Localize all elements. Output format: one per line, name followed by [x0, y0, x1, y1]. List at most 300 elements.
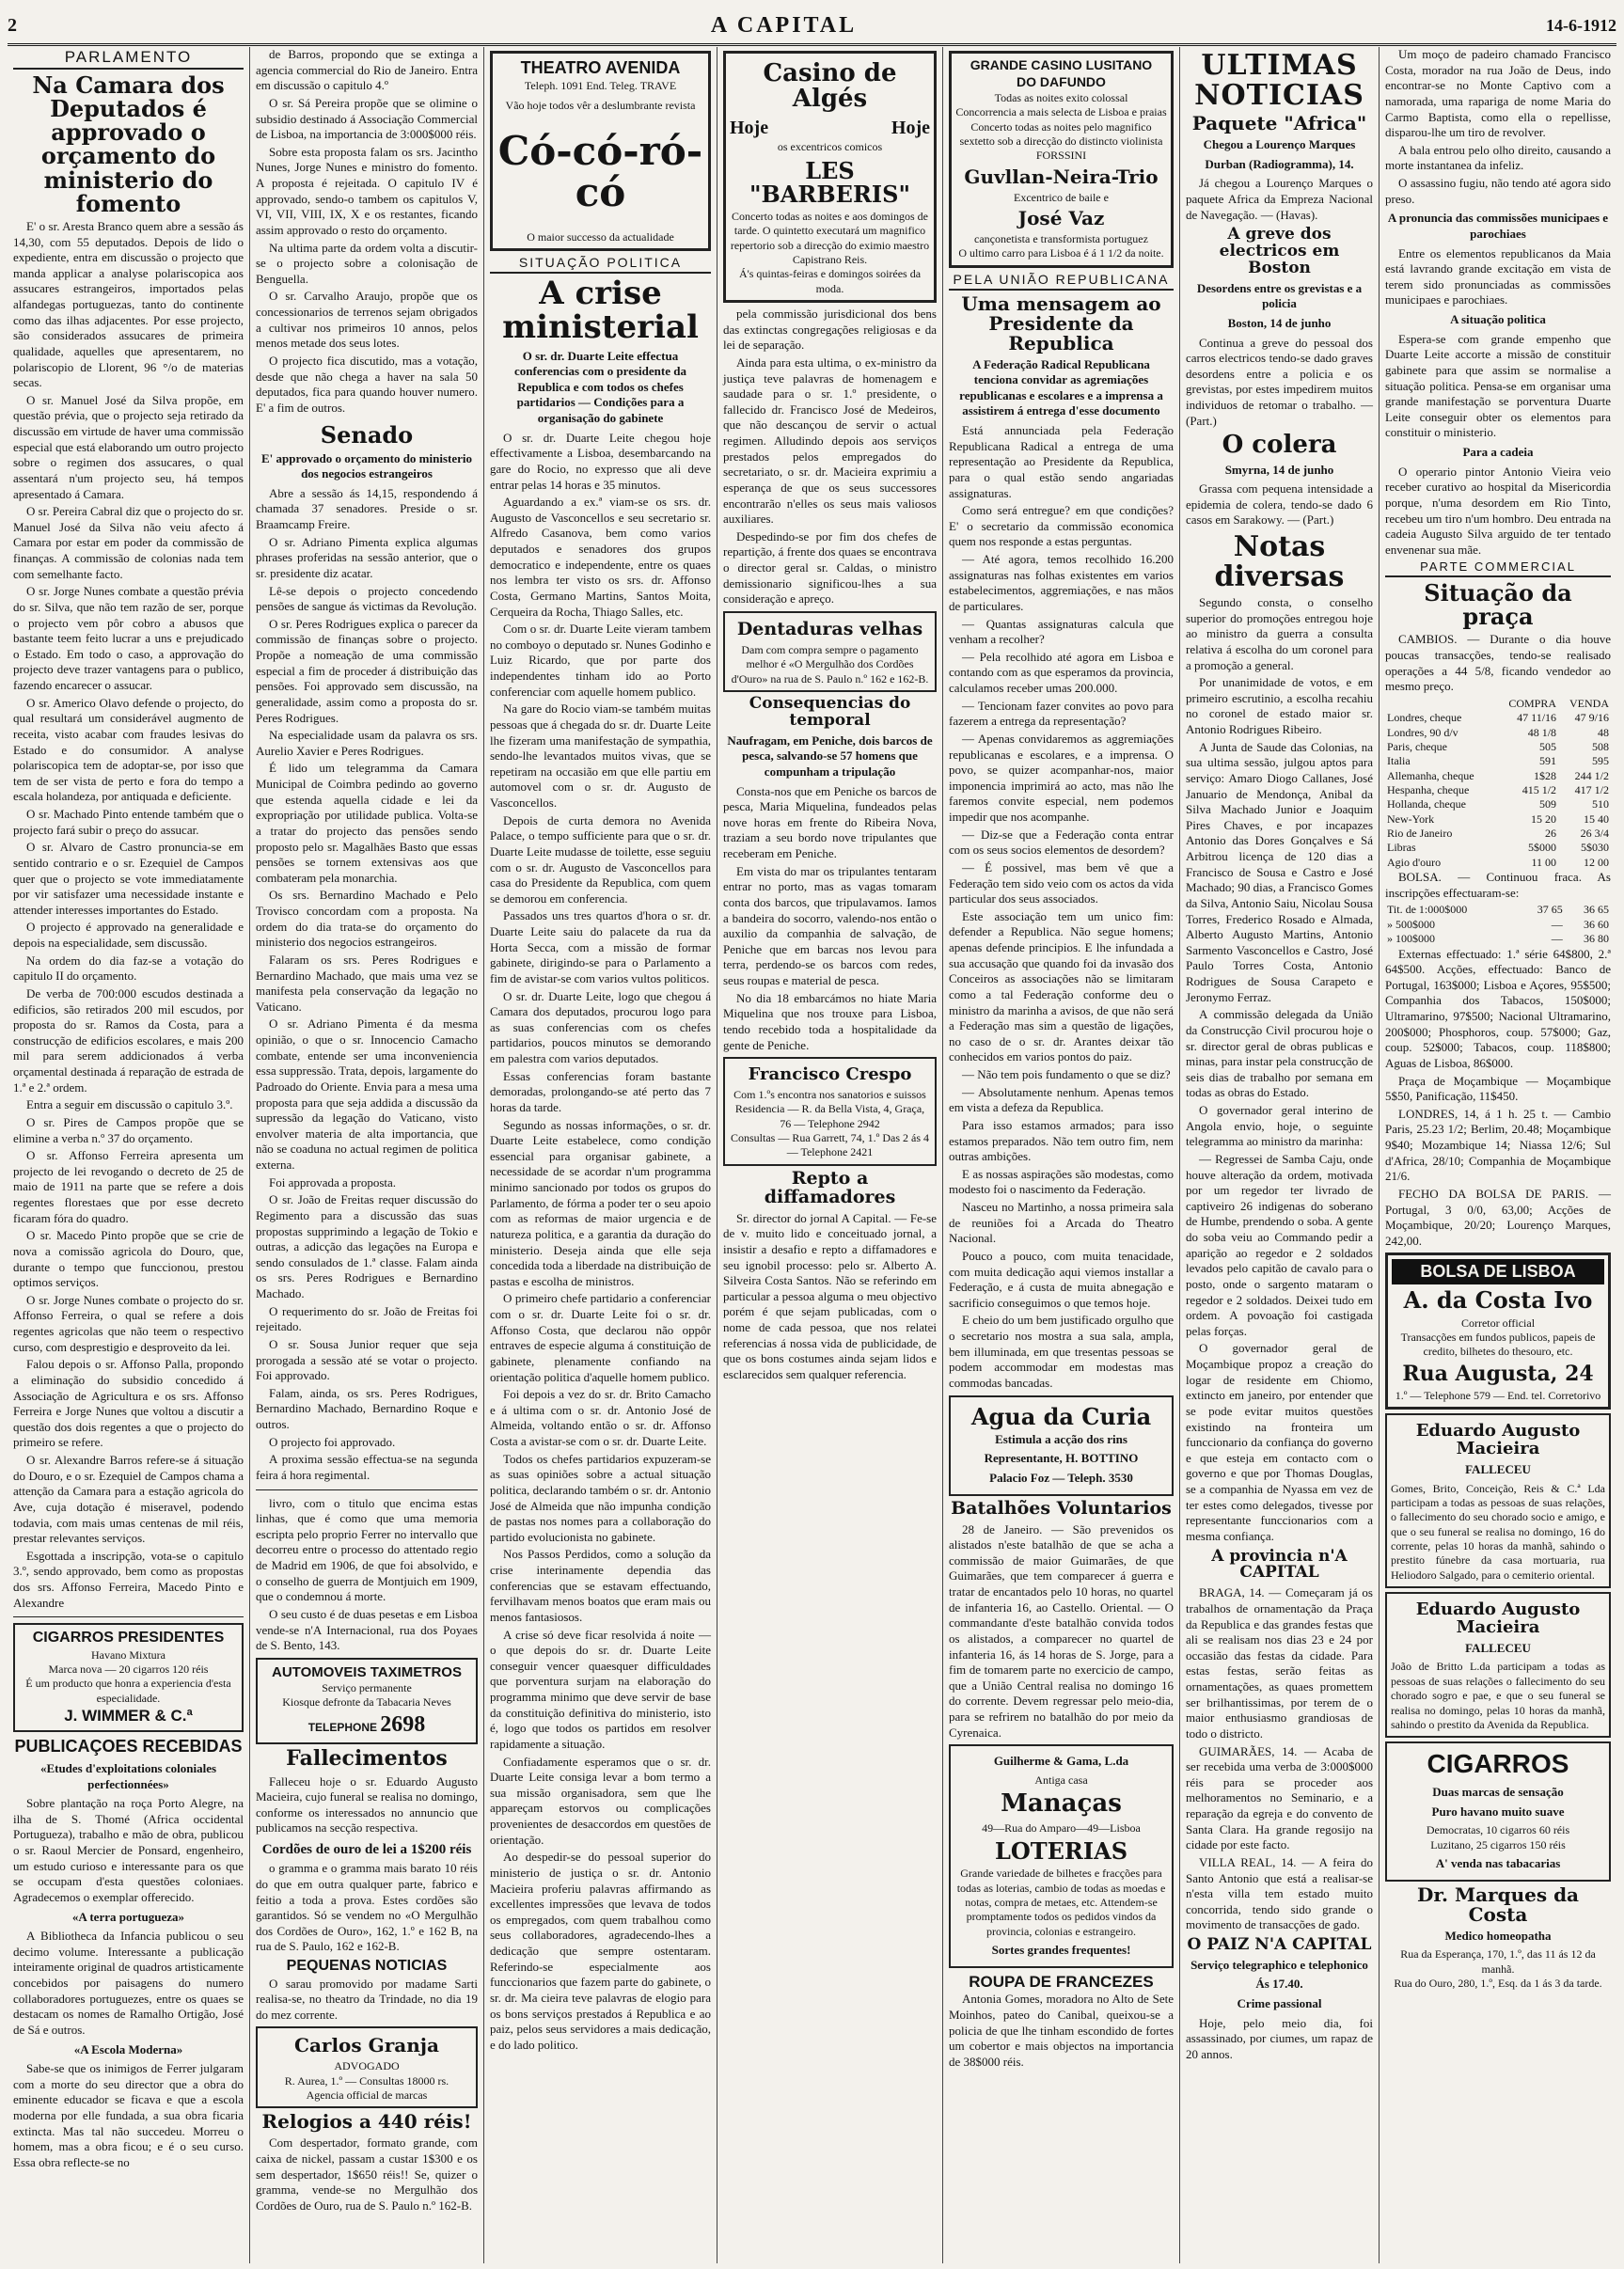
paragraph: O sr. Jorge Nunes combate a questão prévia do sr. Silva, que não tem razão de ser, porque o projecto vem pôr cobro a abusos que bastante teem feito lucrar a uns e prejudicado o Estado. Em todo o caso, a approvação do projecto deve trazer vantagens para o publico, fazendo encarecer o assucar.	[13, 584, 244, 692]
paragraph: Na gare do Rocio viam-se também muitas pessoas que á chegada do sr. dr. Duarte Leite lhe fizeram uma manifestação de sympathia, sendo-lhe levantados muitos vivas, que se repetiram na occasião em que elle partiu em automovel com o sr. dr. Augusto de Vasconcellos.	[490, 701, 711, 811]
ad-right: Hoje	[891, 117, 930, 138]
table-cell: 595	[1592, 754, 1609, 768]
paragraph: O sr. Americo Olavo defende o projecto, do qual resultará um considerável augmento de receita, visto acabar com fraudes lesivas do Estado e do consumidor. A analyse polariscopica tem de adoptar-se, por isso que tem de ser vista de perto e fora do tempo a escala holandeza, por antiquada e deficiente.	[13, 695, 244, 804]
paragraph: A crise só deve ficar resolvida á noite — o que depois do sr. dr. Duarte Leite conseguir vencer quaesquer difficuldades que porventura surjam na elaboração do programma minimo que deve servir de base da constituição definitiva do ministerio, isto é, logo que todos os partidos em resolver rapidamente a situação.	[490, 1627, 711, 1751]
table-cell: Londres, cheque	[1387, 711, 1462, 725]
paragraph: O projecto foi approvado.	[269, 1434, 396, 1449]
article-body	[490, 431, 711, 2054]
notas-title: Notas diversas	[1214, 530, 1345, 593]
provincia-text-2: GUIMARÃES, 14. — Acaba de ser recebida uma verba de 3:000$000 réis para se proceder aos melhoramentos no Seminario, e a reparação da egreja e do convento de Santa Clara. Ha grande regosijo na cidade por este facto.	[1186, 1743, 1373, 1852]
table-cell: 417 1/2	[1574, 783, 1609, 797]
table-header-cell	[1385, 697, 1496, 711]
crime-text: Hoje, pelo meio dia, foi assassinado, por ciumes, um rapaz de 20 annos.	[1186, 2015, 1373, 2061]
table-cell: Agio d'ouro	[1387, 855, 1442, 869]
table-cell: Italia	[1387, 754, 1411, 768]
ad-sub: Estimula a acção dos rins	[995, 1431, 1127, 1446]
paragraph: O assassino fugiu, não tendo até agora sido preso.	[1385, 176, 1611, 206]
repto-text: Sr. director do jornal A Capital. — Fe-se de v. muito lido e conceituado jornal, a insistir a desafio e repto a diffamadores e seu ignobil processo: pelo sr. Alberto A. Silveira Costa Santos. Não se referindo em particular a pessoa alguma o meu objectivo porém é que sejam publicadas, com o nome de cada pessoa, que nos relatei referencias á nossa vida de publicidade, de que os bons costumes ainda sejam lidos e esclarecidos sem qualquer referencia.	[723, 1210, 937, 1381]
publications-title: PUBLICAÇOES RECEBIDAS	[14, 1736, 243, 1756]
capital-title: O PAIZ N'A CAPITAL	[1187, 1935, 1372, 1955]
ad-title: THEATRO AVENIDA	[520, 58, 681, 77]
headline: Na Camara dos Deputados é approvado o orçamento do ministerio do fomento	[32, 71, 225, 217]
paragraph: Na ultima parte da ordem volta a discutir-se o projecto sobre a colonisação de Benguella.	[256, 240, 478, 286]
publication2-title: «A terra portugueza»	[71, 1909, 185, 1924]
ad-text: Concerto todas as noites e aos domingos de tarde. O quintetto executará um magnifico repertorio sob a direcção do eximio maestro Capistrano Reis.	[730, 209, 930, 266]
senado-title: Senado	[320, 421, 414, 449]
ad-sub: Corretor official	[1460, 1316, 1536, 1330]
paragraph: Nasceu no Martinho, a nossa primeira sala de reuniões foi a Arcada do Theatro Nacional.	[949, 1200, 1174, 1246]
column-senado	[249, 47, 483, 2263]
roupa-text: Antonia Gomes, moradora no Alto de Sete Moinhos, pateo do Canibal, queixou-se a policia de que lhe tinham escondido de fortes um cobertor e mais objectos na importancia de 38$000 réis.	[949, 1992, 1174, 2069]
table-cell: 26	[1545, 827, 1557, 841]
paragraph: — Apenas convidaremos as aggremiações republicanas e escolares, e a imprensa. O povo, se quizer acompanhar-nos, maior imponencia imprimirá ao acto, mas não lhe faremos convite especial, nem podemos impedir que nos acompanhe.	[949, 731, 1174, 825]
table-cell: Libras	[1387, 841, 1416, 855]
obit-text: Gomes, Brito, Conceição, Reis & C.ª Lda participam a todas as pessoas de suas relações, o fallecimento do seu chorado socio e amigo, e que o seu funeral se realisa no domingo, 16 do corrente, pelas 10 horas da manhã, sahindo o prestito fúnebre da casa mortuaria, rua Heliodoro Salgado, para o cemiterio oriental.	[1391, 1481, 1605, 1582]
falecimentos-title: Fallecimentos	[286, 1746, 448, 1772]
paragraph: O sr. Sousa Junior requer que seja prorogada a sessão até se votar o projecto. Foi approvado.	[256, 1336, 478, 1383]
table-cell: 5$000	[1528, 841, 1557, 855]
paragraph: O sr. Manuel José da Silva propõe, em questão prévia, que o projecto seja retirado da discussão em virtude de haver uma commissão especial que está elaborando um outro projecto sobre o regimen dos assucares, o qual assentará n'um projecto seu, há tempos apresentado á Camara.	[13, 392, 244, 501]
ad-title: Casino de Algés	[763, 59, 897, 114]
subhead: O sr. dr. Duarte Leite effectua conferencias com o presidente da Republica e com todos os chefes partidarios — Condições para a organisação do gabinete	[514, 348, 686, 426]
table-row	[1385, 726, 1611, 740]
table-cell: 36 60	[1584, 917, 1609, 931]
table-cell: 244 1/2	[1574, 768, 1609, 782]
section-title: PARLAMENTO	[13, 47, 244, 70]
paragraph: É lido um telegramma da Camara Municipal de Coimbra pedindo ao governo que estenda aquella cidade e lei da expropriação por utilidade publica. Volta-se a tratar do projecto das pensões sendo proposto pelo sr. Magalhães Basto que essas pensões se tornem extensivas aos que combateram pela monarchia.	[256, 761, 478, 885]
page-number: 2	[8, 14, 17, 36]
table-row	[1385, 856, 1611, 870]
paragraph: O sr. dr. Duarte Leite, logo que chegou á Camara dos deputados, procurou logo para as suas conferencias com os chefes partidarios, poucos minutos se demorando em palestra com varios deputados.	[490, 988, 711, 1066]
table-cell: 508	[1592, 739, 1609, 753]
table-row	[1385, 740, 1611, 754]
africa-dateline: Durban (Radiogramma), 14.	[1205, 156, 1354, 171]
table-cell: 36 65	[1584, 903, 1609, 917]
paragraph: O primeiro chefe partidario a conferenciar com o sr. dr. Duarte Leite foi o sr. dr. Affonso Costa, que declarou não oppôr entraves de especie alguma á constituição de gabinete, plenamente confiando na orientação politica d'aquelle homem publico.	[490, 1291, 711, 1384]
curia-ad	[949, 1395, 1174, 1496]
paragraph: Segundo as nossas informações, o sr. dr. Duarte Leite estabelece, como condição essencial para organisar gabinete, a necessidade de se acordar n'um programma minimo sancionado por todos os grupos do Parlamento, de fórma a poder ter o seu apoio com as reformas de maior urgencia e de natureza politica, e a garantia da duração do ministerio. Deseja ainda que elle seja concedida toda a liberdade na distribuição de pastas e escolha de ministros.	[490, 1117, 711, 1288]
paragraph: E cheio do um bem justificado orgulho que o secretario nos mostra a sua sala, ampla, bem illuminada, em que tresentas pessoas se podem accommodar em modestas mas commodas bancadas.	[949, 1313, 1174, 1390]
paragraph: O governador geral interino de Angola envio, hoje, o seguinte telegramma ao ministro da marinha:	[1186, 1103, 1373, 1149]
relogios-title: Relogios a 440 réis!	[261, 2110, 472, 2134]
fecho-text: FECHO DA BOLSA DE PARIS. — Portugal, 3 0/0, 63,00; Acções de Moçambique, 20/20; Lourenço Marques, 242,00.	[1385, 1186, 1611, 1248]
table-cell: 5$030	[1581, 841, 1609, 855]
bolsa-text-4: LONDRES, 14, á 1 h. 25 t. — Cambio Paris, 25.23 1/2; Berlim, 20.48; Moçambique 9$40; Mozambique 14; Niassa 12/6; Sul d'Africa, 28/10; Companhia de Moçambique 21/6.	[1385, 1106, 1611, 1184]
boston-text: Continua a greve do pessoal dos carros electricos tendo-se dado graves desordens entre a policia e os grevistas, por estes impedirem muitos individuos de retomar o trabalho. — (Part.)	[1186, 335, 1373, 428]
commercial-section: PARTE COMMERCIAL	[1385, 559, 1611, 577]
table-cell: 509	[1539, 797, 1557, 811]
doctor-ad-addr: Rua da Esperança, 170, 1.º, das 11 ás 12 da manhã.	[1400, 1947, 1596, 1976]
table-row	[1385, 769, 1611, 783]
ad-act-sub: Excentrico de baile e	[1014, 190, 1109, 204]
paragraph: Passados uns tres quartos d'hora o sr. dr. Duarte Leite saiu do palacete da rua da Horta Secca, com a missão de formar gabinete, dirigindo-se para o Parlamento a fim de avistar-se com varios vultos politicos.	[490, 908, 711, 985]
table-cell: 510	[1592, 797, 1609, 811]
doctor-ad-sub: Medico homeopatha	[1444, 1928, 1552, 1943]
paragraph: Todos os chefes partidarios expuzeram-se as suas opiniões sobre a actual situação politica, declarando também o sr. dr. Antonio José de Almeida que não impunha condição de pastas nos nomes para a collaboração do partido evolucionista no gabinete.	[490, 1451, 711, 1544]
paragraph: O sr. Alexandre Barros refere-se á situação do Douro, e o sr. Ezequiel de Campos chama a attenção da Camara para a estação agricola do Ave, cuja dotação é miseravel, podendo todavia, com mais umas centenas de mil réis, prestar relevantes serviços.	[13, 1453, 244, 1546]
praca-title: Situação da praça	[1424, 579, 1572, 631]
paragraph: — Regressei de Samba Caju, onde houve alteração da ordem, motivada por um regedor ter livrado de captiveiro 26 indigenas do soberano de Humbe, prendendo o soba. A gente do soba veiu ao Commando pedir a aparição ao regedor e 2 soldados levados pelo capitão de cavalo para o posto, onde o sargento mataram o regedor e 2 soldados. Deixei tudo em ordem. A povoação foi castigada pelas forças.	[1186, 1151, 1373, 1338]
bolsa-table	[1385, 903, 1611, 946]
paragraph: Está annunciada pela Federação Republicana Radical a entrega de uma representação ao Presidente da Republica, para o qual estão sendo angariadas assignaturas.	[949, 423, 1174, 500]
paragraph: Depois de curta demora no Avenida Palace, o tempo sufficiente para que o sr. dr. Duarte Leite mudasse de toilette, esse seguiu com o sr. dr. Augusto de Vasconcellos para casa do Presidente da Republica, com quem se demorou em conferencia.	[490, 812, 711, 906]
ad-act: Guvllan-Neira-Trio	[964, 165, 1159, 188]
pronuncia-title: A pronuncia das commissões municipaes e parochiaes	[1387, 211, 1609, 241]
paragraph: Consta-nos que em Peniche os barcos de pesca, Maria Miquelina, fundeados pelas nove horas em frente do Ribeira Nova, traziam a seu bordo nove tripulantes que receberam em Peniche.	[723, 783, 937, 861]
table-cell: » 500$000	[1387, 917, 1435, 931]
paragraph: A Junta de Saude das Colonias, na sua ultima sessão, julgou aptos para serviço: Amaro Diogo Callanes, José Januario de Mendonça, Anibal da Silva Machado Junior e Joaquim Pires Chaves, e por incapazes Antonio das Dores Gonçalves e Sá Arbitrou licença de 120 dias a Francisco de Sousa e Castro e José Machado; 90 dias, a Francisco Gomes da Silva, Antonio Saiu, Nicolau Sousa Torres, Frederico Rosado e Almada, Alberto Augusto Martins, Antonio Sarmento Vasconcellos e Castro, José Paulo Torres Costa, Antonio Rodrigues de Sousa Carapeto e Jeronymo Ferraz.	[1186, 739, 1373, 1004]
cordoes-title: Cordões de ouro de lei a 1$200 réis	[261, 1842, 472, 1858]
ad-left: Residencia — R. da Bella Vista, 4, Graça, 76 — Telephone 2942	[734, 1102, 925, 1130]
paragraph: Os srs. Bernardino Machado e Pelo Trovisco concordam com a proposta. Na ordem do dia trata-se do orçamento do ministerio dos negocios estrangeiros.	[256, 888, 478, 950]
table-cell: 47 11/16	[1517, 711, 1557, 725]
paragraph: A bala entrou pelo olho direito, causando a morte instantanea da infeliz.	[1385, 142, 1611, 173]
ad-rep: Representante, H. BOTTINO	[984, 1451, 1139, 1466]
paragraph: A proxima sessão effectua-se na segunda feira á hora regimental.	[256, 1452, 478, 1482]
situacao-title: A situação politica	[1450, 312, 1546, 326]
paragraph: Despedindo-se por fim dos chefes de repartição, á frente dos quaes se encontrava o director geral sr. Caldas, o ministro demissionario significou-lhes a sua consideração e apreço.	[723, 528, 937, 607]
colera-dateline: Smyrna, 14 de junho	[1224, 462, 1334, 477]
table-cell: 591	[1539, 754, 1557, 768]
table-header-cell: VENDA	[1569, 696, 1609, 710]
batalhoes-title: Batalhões Voluntarios	[951, 1497, 1172, 1519]
capital-sub: Serviço telegraphico e telephonico	[1190, 1957, 1368, 1972]
ad-title: GRANDE CASINO LUSITANO	[970, 57, 1153, 72]
masthead	[8, 8, 1616, 46]
ad-place: DO DAFUNDO	[1017, 73, 1106, 89]
table-cell: Hollanda, cheque	[1387, 797, 1466, 811]
granja-ad	[256, 2026, 478, 2108]
obit-title: FALLECEU	[1465, 1461, 1531, 1476]
table-cell: » 100$000	[1387, 932, 1435, 946]
ad-addr: Rua Augusta, 24	[1402, 1361, 1594, 1386]
headline: Uma mensagem ao Presidente da Republica	[961, 292, 1161, 355]
ad-title: Francisco Crespo	[748, 1064, 912, 1085]
column-casino	[717, 47, 942, 2263]
paragraph: Um moço de padeiro chamado Francisco Costa, morador na rua João de Deus, indo encontrar-se no Monte Captivo com a namorada, uma rapariga de nome Maria do Carmo Baptista, como ella o repellisse, disparou-lhe um tiro de revolver.	[1385, 47, 1611, 140]
ad-title: CIGARROS PRESIDENTES	[32, 1630, 225, 1647]
paragraph: O sr. Macedo Pinto propõe que se crie de nova a comissão agricola do Douro, que, durante o tempo que funccionou, prestou optimos serviços.	[13, 1228, 244, 1290]
cadeia-text: O operario pintor Antonio Vieira veio receber curativo ao hospital da Misericordia porque, n'uma desordem em Rio Tinto, recebeu um tiro n'um hombro. Deu entrada na cadeia Augusto Silva arguido de ter tentado envenenar sua mãe.	[1385, 464, 1611, 557]
senado-sub: E' approvado o orçamento do ministerio dos negocios estrangeiros	[260, 450, 472, 481]
roupa-title: ROUPA DE FRANCEZES	[969, 1972, 1154, 1991]
ad-line: Com 1.ºs encontra nos sanatorios e suissos	[733, 1088, 926, 1102]
ad-sub: ADVOGADO	[334, 2059, 400, 2073]
paragraph: O sr. Carvalho Araujo, propõe que os concessionarios de terrenos sejam obrigados a cultivar nos primeiros 10 annos, pelos menos metade dos seus lotes.	[256, 289, 478, 351]
africa-text: Já chegou a Lourenço Marques o paquete Africa da Empreza Nacional de Navegação. — (Havas).	[1186, 176, 1373, 222]
colera-text: Grassa com pequena intensidade a epidemia de colera, tendo-se dado 6 casos em Sarakowy. — (Part.)	[1186, 481, 1373, 528]
headline: A crise ministerial	[502, 275, 699, 346]
paragraph: — Diz-se que a Federação conta entrar com os seus socios elementos de desordem?	[949, 827, 1174, 858]
table-cell: 415 1/2	[1522, 783, 1557, 797]
ad-name: Manaças	[1001, 1789, 1122, 1819]
paragraph: Sobre esta proposta falam os srs. Jacintho Nunes, Jorge Nunes e ministro do fomento. A proposta é rejeitada. O capitulo IV é approvado, sendo-o tambem os capitulos V, VI, VII, VIII, IX, X e os restantes, ficando assim approvado o resto do orçamento.	[256, 144, 478, 237]
paragraph: Na especialidade usam da palavra os srs. Aurelio Xavier e Peres Rodrigues.	[256, 728, 478, 758]
table-cell: Rio de Janeiro	[1387, 827, 1453, 841]
paragraph: O governador geral de Moçambique propoz a creação do logar de residente em Chiomo, extincto em janeiro, por entender que se pode evitar muitos questões existindo na fronteira um funccionario da confiança do governo e que esteja em contacto com o governo e que por Thomas Douglas, se a companhia de Nyassa em vez de ter estes como delegados, tivesse por representante funccionarios com a mesma confiança.	[1186, 1341, 1373, 1543]
notas-body	[1186, 595, 1373, 1545]
temporal-sub: Naufragam, em Peniche, dois barcos de pesca, salvando-se 57 homens que compunham a tripulação	[727, 733, 933, 779]
paragraph: E as nossas aspirações são modestas, como modesto foi o nascimento da Federação.	[949, 1166, 1174, 1197]
paragraph: Com o sr. dr. Duarte Leite vieram tambem no comboyo o deputado sr. Nunes Godinho e Luiz Ricardo, que por parte dos independentes tinham ido ao Porto conferenciar com aquelle homem publico.	[490, 622, 711, 699]
table-cell: 26 3/4	[1580, 827, 1609, 841]
table-row	[1385, 711, 1611, 725]
paragraph: O sr. Sá Pereira propõe que se olimine o subsidio destinado á Associação Commercial de Lisboa, na importancia de 3:000$000 réis.	[256, 95, 478, 142]
ad-text: Transacções em fundos publicos, papeis de credito, bilhetes do thesouro, etc.	[1400, 1330, 1596, 1359]
table-cell: Paris, cheque	[1387, 739, 1447, 753]
ad-tel: 1.º — Telephone 579 — End. tel. Corretorivo	[1395, 1388, 1601, 1402]
table-cell: 47 9/16	[1574, 711, 1609, 725]
paragraph: O sr. Machado Pinto entende também que o projecto fará subir o preço do assucar.	[13, 807, 244, 837]
ad-addr: R. Aurea, 1.º — Consultas 18000 rs.	[284, 2073, 449, 2088]
africa-sub: Chegou a Lourenço Marques	[1203, 137, 1356, 151]
ad-foot: O maior successo da actualidade	[527, 229, 674, 244]
article-body	[949, 423, 1174, 1392]
table-row	[1385, 783, 1611, 797]
paragraph: No dia 18 embarcámos no hiate Maria Miquelina que nos trouxe para Lisboa, tendo recebido toda a hospitalidade da gente de Peniche.	[723, 990, 937, 1052]
crespo-ad	[723, 1057, 937, 1166]
table-cell: 11 00	[1531, 855, 1557, 869]
issue-date: 14-6-1912	[1546, 15, 1616, 35]
ad-title: Carlos Granja	[294, 2034, 439, 2057]
ad-name-sub: cançonetista e transformista portuguez	[974, 231, 1148, 245]
ad-sub: Havano Mixtura	[91, 1647, 166, 1662]
dentaduras-ad	[723, 611, 937, 692]
ad-sub: os excentricos comicos	[777, 140, 883, 154]
paragraph: O sr. João de Freitas requer discussão do Regimento para a discussão das suas propostas supprimindo a legação de Tokio e outras, a adicção das legações na Europa e sendo consulados de 1.ª classe. Falam ainda os srs. Peres Rodrigues e Bernardino Machado.	[256, 1192, 478, 1301]
doctor-ad-title: Dr. Marques da Costa	[1416, 1883, 1580, 1926]
obit-title: FALLECEU	[1465, 1640, 1531, 1655]
ad-line-2: Luzitano, 25 cigarros 150 réis	[1430, 1837, 1566, 1851]
tel-number: 2698	[380, 1711, 426, 1737]
paragraph: O sr. Peres Rodrigues explica o parecer da commissão de finanças sobre o projecto. Propõe a nomeação de uma commissão especial a fim de proceder á distribuição das pensões. Foi approvado sem discussão, na generalidade, assim como a proposta do sr. Peres Rodrigues.	[256, 616, 478, 725]
column-federacao	[942, 47, 1179, 2263]
paragraph: O sr. Alvaro de Castro pronuncia-se em sentido contrario e o sr. Ezequiel de Campos quer que o projecto se vote immediatamente por vir satisfazer uma necessidade instante e attender interesses importantes do Estado.	[13, 840, 244, 917]
relogios-text: Com despertador, formato grande, com caixa de nickel, passam a custar 1$300 e os sem despertador, 1$650 réis!! Se, quizer o gramma, vende-se no Mergulhão dos Cordões de Ouro, rua de S. Paulo n.º 162-B.	[256, 2135, 478, 2213]
ferrer-text: livro, com o titulo que encima estas linhas, que é como que uma memoria escripta pelo proprio Ferrer no intervallo que decorreu entre o processo do attentado regio de Madrid em 1906, de que foi absolvido, e o conselho de guerra de Montjuich em 1909, que o condemnou á morte.	[256, 1495, 478, 1604]
article-body	[256, 47, 478, 416]
paragraph: Falou depois o sr. Affonso Palla, propondo a eliminação do subsidio concedido á Associação de Agricultura e os srs. Affonso Ferreira e Jorge Nunes que voltou a discutir a questão dos dois regentes a que o projecto do primeiro se refere.	[13, 1357, 244, 1450]
paragraph: — Tencionam fazer convites ao povo para fazerem a entrega da representação?	[949, 698, 1174, 729]
paragraph: O sr. Pereira Cabral diz que o projecto do sr. Manuel José da Silva não veiu afecto á Camara por estar em poder da commissão de finanças. A commissão de colonias nada tem com semelhante facto.	[13, 504, 244, 581]
paragraph: A commissão delegada da União da Construcção Civil procurou hoje o sr. director geral de obras publicas e minas, para instar pela construcção de seis dias de trabalho por semana em todas as obras do Estado.	[1186, 1007, 1373, 1100]
section-title: PELA UNIÃO REPUBLICANA	[949, 272, 1174, 291]
vila-text: VILLA REAL, 14. — A feira do Santo Antonio que está a realisar-se n'esta villa tem estado muito concorrida, tendo sido grande o movimento de transacções de gado.	[1186, 1854, 1373, 1932]
paragraph: O sr. Affonso Ferreira apresenta um projecto de lei revogando o decreto de 25 de maio de 1911 na parte que se refere a dois regentes florestaes que por esse decreto ficaram fóra do quadro.	[13, 1148, 244, 1225]
table-cell: New-York	[1387, 811, 1435, 826]
table-cell: 505	[1539, 739, 1557, 753]
obituary-1	[1385, 1413, 1611, 1588]
table-row	[1385, 812, 1611, 827]
paragraph: pela commissão jurisdicional dos bens das extinctas congregações religiosas e da lei de separação.	[723, 307, 937, 353]
table-row	[1385, 903, 1611, 917]
automoveis-ad	[256, 1658, 478, 1745]
paragraph: Por unanimidade de votos, e em primeiro escrutinio, a escolha recahiu no coronel de estado maior sr. Antonio Rodrigues Ribeiro.	[1186, 675, 1373, 737]
cadeia-title: Para a cadeia	[1462, 445, 1534, 459]
ad-addr: Palacio Foz — Teleph. 3530	[989, 1471, 1133, 1486]
bolsa-text-2: Externas effectuado: 1.ª série 64$800, 2.ª 64$500. Acções, effectuado: Banco de Portugal, 163$000; Lisboa e Açores, 95$500; Companhia dos Tabacos, 150$000; Ultramarino, 97$500; Nacional Ultramarino, 200$000; Phosphoros, coup. 57$000; Gaz, coup. 52$000; Tabacos, coup. 118$800; Aguas de Lisboa, 86$000.	[1385, 946, 1611, 1070]
table-cell: 1$28	[1534, 768, 1557, 782]
paragraph: O sr. Jorge Nunes combate o projecto do sr. Affonso Ferreira, o qual se refere a dois regentes agricolas que não teem o respectivo curso, com desprestigio e desproveito da lei.	[13, 1292, 244, 1354]
ad-title: Guilherme & Gama, L.da	[993, 1754, 1129, 1769]
ad-title: BOLSA DE LISBOA	[1392, 1259, 1604, 1284]
paragraph: Segundo consta, o conselho superior do promoções entregou hoje ao ministro da guerra a consulta relativa á escolha do um coronel para a promoção a general.	[1186, 595, 1373, 672]
table-cell: 37 65	[1537, 903, 1563, 917]
ad-title: AUTOMOVEIS TAXIMETROS	[272, 1663, 462, 1680]
ad-name: A. da Costa Ivo	[1403, 1286, 1593, 1315]
newspaper-title: A CAPITAL	[710, 12, 858, 38]
obituary-2	[1385, 1592, 1611, 1738]
ad-note: É um producto que honra a experiencia d'esta especialidade.	[25, 1677, 231, 1705]
obit-name: Eduardo Augusto Macieira	[1415, 1421, 1581, 1459]
temporal-body	[723, 784, 937, 1054]
table-cell: —	[1551, 932, 1563, 946]
paragraph: — Pela recolhido até agora em Lisboa e contando com as que esperamos da provincia, calculamos receber umas 200.000.	[949, 649, 1174, 696]
pequenas-title: PEQUENAS NOTICIAS	[286, 1958, 448, 1975]
section-title: SITUAÇÃO POLITICA	[490, 255, 711, 274]
obit-name: Eduardo Augusto Macieira	[1415, 1599, 1581, 1637]
column-parlamento	[8, 47, 249, 2263]
ad-act: LES "BARBERIS"	[749, 156, 910, 208]
temporal-title: Consequencias do temporal	[749, 693, 911, 730]
paragraph: Em vista do mar os tripulantes tentaram entrar no porto, mas as vagas tomaram conta dos barcos, que tripulavamos. Iamos a bandeira do socorro, valendo-nos então o auxilio da companhia de salvação, de Peniche que em barcas nos levou para terra, perdendo-se os barcos com redes, seus roupas e material de pesca.	[723, 863, 937, 988]
ad-title: CIGARROS	[1427, 1749, 1569, 1779]
batalhoes-text: 28 de Janeiro. — São prevenidos os alistados n'este batalhão de que se acha a commissão de maior Guimarães, de que Guimarães, que tem comparecer á guerra e tratar de encantados pelo 10 horas, no quartel de infanteria 16, ao Castello. Oriental. — O commandante d'este batalhão convida todos os alistados, a comparecer no quartel de infanteria 16, ás 14 horas de S. Jorge, para a fim de tomarem parte no exercicio de campo, que a União Central realisa no domingo 16 do corrente. Devem regressar pelo meio-dia, para se refrirem no batalhão do por meio da Cyrenaica.	[949, 1521, 1174, 1740]
ad-right: Consultas — Rua Garrett, 74, 1.º Das 2 ás 4 — Telephone 2421	[730, 1131, 930, 1159]
cordoes-text: o gramma e o gramma mais barato 10 réis do que em outra qualquer parte, fabrico e feitio a toda a prova. Estes cordões são garantidos. Só se vendem no «O Mergulhão dos Cordões de Ouro», 162, 1.º e 162 B, na rua de S. Paulo, 162 e 162-B.	[256, 1861, 478, 1954]
paragraph: O sr. dr. Duarte Leite chegou hoje effectivamente a Lisboa, desembarcando na gare do Rocio, no expresso que ali deve entrar pelas 14 horas e 35 minutos.	[490, 430, 711, 492]
table-header	[1385, 697, 1611, 711]
paragraph: Falam, ainda, os srs. Peres Rodrigues, Bernardino Machado, Bernardino Roque e outros.	[256, 1385, 478, 1432]
paragraph: — Até agora, temos recolhido 16.200 assignaturas nas folhas existentes em varios estabelecimentos, aggremiações, e nas mãos de particulares.	[949, 552, 1174, 613]
theatro-avenida-ad	[490, 51, 711, 251]
ad-title: Agua da Curia	[970, 1402, 1152, 1430]
headline: ULTIMAS NOTICIAS	[1194, 49, 1364, 112]
publications-text: Sobre plantação na roça Porto Alegre, na ilha de S. Thomé (Africa occidental Portugueza), trabalho e mão de obra, publicou o sr. Raoul Mercier de Ponsard, engenheiro, um estudo curioso e interessante para os que se occupam d'esta questões coloniaes. Agradecemos o exemplar offerecido.	[13, 1796, 244, 1904]
paragraph: — É possivel, mas bem vê que a Federação tem sido veio com os actos da vida particular dos seus associados.	[949, 859, 1174, 906]
ad-sub-2: Puro havano muito suave	[1431, 1804, 1565, 1819]
table-row	[1385, 918, 1611, 932]
provincia-text: BRAGA, 14. — Começaram já os trabalhos de ornamentação da Praça da Republica e das grandes festas que ali se realisam nos dias 23 e 24 por occasião das festas da cidade. Para estas festas, serão feitas as ornamentações, as quaes promettem ser brilhantissimas, por terem de o maior enthusiasmo grandiosas de todo o districto.	[1186, 1585, 1373, 1741]
ad-lot: LOTERIAS	[994, 1836, 1128, 1865]
ad-line: Kiosque defronte da Tabacaria Neves	[282, 1695, 451, 1710]
table-cell: 48 1/8	[1527, 725, 1557, 739]
ad-tel: Teleph. 1091 End. Teleg. TRAVE	[524, 79, 677, 93]
ad-line: Democratas, 10 cigarros 60 réis	[1426, 1823, 1570, 1837]
ad-addr: 49—Rua do Amparo—49—Lisboa	[982, 1820, 1141, 1835]
paragraph: Foi depois a vez do sr. dr. Brito Camacho e á ultima com o sr. dr. Antonio José de Almeida, voltando então o sr. dr. Affonso Costa a avistar-se com o sr. dr. Duarte Leite.	[490, 1387, 711, 1449]
table-header-cell: COMPRA	[1508, 696, 1557, 710]
table-cell: 48	[1598, 725, 1609, 739]
bolsa-lisboa-ad	[1385, 1253, 1611, 1410]
crime-title: Crime passional	[1237, 1996, 1322, 2011]
paragraph: O sr. Adriano Pimenta é da mesma opinião, o que o sr. Innocencio Camacho combate, entende ser uma inconveniencia essa suppressão. Trata, depois, largamente do Padroado do Oriente. Envia para a mesa uma proposta para que seja addida a discussão da supressão da legação do Vaticano, visto envolver materia de alta importancia, que não se coaduna no actual regimen de politica externa.	[256, 1016, 478, 1173]
capital-time: Ás 17.40.	[1255, 1977, 1303, 1992]
article-body	[723, 307, 937, 607]
obit-text: João de Britto L.da participam a todas as pessoas de suas relações o fallecimento do seu chorado sogro e pae, e que o seu funeral se realisa no domingo, pelas 10 horas da manhã, sahindo o prestito da Avenida da Republica.	[1391, 1660, 1605, 1731]
ad-line: Todas as noites exito colossal	[994, 90, 1128, 104]
ad-line: Vão hoje todos vêr a deslumbrante revista	[505, 99, 696, 113]
paragraph: — Absolutamente nenhum. Apenas temos em vista a defeza da Republica.	[949, 1084, 1174, 1115]
boston-dateline: Boston, 14 de junho	[1227, 315, 1332, 330]
doctor-ad-addr-2: Rua do Ouro, 280, 1.º, Esq. da 1 ás 3 da tarde.	[1394, 1977, 1602, 1991]
table-cell: 15 20	[1531, 811, 1557, 826]
table-row	[1385, 827, 1611, 841]
ad-text: Dam com compra sempre o pagamento melhor é «O Mergulhão dos Cordões d'Ouro» na rua de S. Paulo n.º 162 e 162-B.	[731, 642, 929, 685]
table-cell: 12 00	[1584, 855, 1609, 869]
paragraph: — Não tem pois fundamento o que se diz?	[962, 1067, 1171, 1082]
publication2-text: A Bibliotheca da Infancia publicou o seu decimo volume. Interessante a publicação inteiramente original de quadros artisticamente concebidos por paisagens do numero collaboradores portuguezes, entre os quaes se destacam os nomes de Ramalho Ortigão, José de Sá e outros.	[13, 1929, 244, 2037]
ad-line: Marca nova — 20 cigarros 120 réis	[48, 1662, 209, 1677]
ad-brand: J. WIMMER & C.ª	[64, 1707, 193, 1725]
ferrer-text-2: O seu custo é de duas pesetas e em Lisboa vende-se n'A Internacional, rua dos Poyaes de S. Bento, 143.	[256, 1606, 478, 1653]
paragraph: Essas conferencias foram bastante demoradas, prolongando-se até perto das 7 horas da tarde.	[490, 1068, 711, 1114]
ad-name: José Vaz	[1017, 206, 1105, 229]
paragraph: Foi approvada a proposta.	[269, 1174, 397, 1190]
boston-title: A greve dos electricos em Boston	[1219, 225, 1340, 277]
ad-foot: Á's quintas-feiras e domingos soirées da moda.	[738, 267, 922, 295]
table-row	[1385, 841, 1611, 855]
tel-label: TELEPHONE	[307, 1720, 378, 1734]
paragraph: De verba de 700:000 escudos destinada a edificios, são retirados 200 mil escudos, por proposta do sr. Ramos da Costa, para a construcção de edificios escolares, e mais 200 mil para serem addicionados á verba orçamental destinada á reparação de estrada de 1.ª e 2.ª ordem.	[13, 985, 244, 1095]
bolsa-text-3: Praça de Moçambique — Moçambique 5$50, Panificação, 11$450.	[1385, 1073, 1611, 1104]
subhead: A Federação Radical Republicana tenciona convidar as agremiações republicanas e escolares e a imprensa a assistirem á entrega d'esse documento	[959, 356, 1163, 418]
table-cell: 15 40	[1584, 811, 1609, 826]
colera-title: O colera	[1222, 431, 1337, 460]
ad-agency: Agencia official de marcas	[306, 2088, 428, 2103]
paragraph: Este associação tem um unico fim: defender a Republica. Não segue homens; apenas defende principios. E lhe infundada a sua accusação que quando foi da invasão dos Conceiros as associações não se limitaram como a tal Federação conforme deu o ministro da marinha a avisos, de que não será a Federação mas sim a questão de ligações, no caso de o sr. dr. Arantes deixar tão conhecidos em varios pontos do paiz.	[949, 908, 1174, 1064]
paragraph: Confiadamente esperamos que o sr. dr. Duarte Leite consiga levar a bom termo a sua missão organisadora, sem que lhe appareçam estorvos ou complicações provenientes de desaccordos em questões de orientação.	[490, 1754, 711, 1847]
paragraph: Na ordem do dia faz-se a votação do capitulo II do orçamento.	[13, 953, 244, 984]
senado-body	[256, 486, 478, 1484]
ad-line-2: Concorrencia a mais selecta de Lisboa e praias	[955, 105, 1167, 119]
paragraph: O sr. Adriano Pimenta explica algumas phrases proferidas na sessão anterior, que o sr. presidente diz acatar.	[256, 534, 478, 580]
pequenas-text: O sarau promovido por madame Sarti realisa-se, no theatro da Trindade, no dia 19 do mez corrente.	[256, 1976, 478, 2022]
provincia-title: A provincia n'A CAPITAL	[1211, 1546, 1348, 1583]
paragraph: Nos Passos Perdidos, como a solução da crise interinamente dependia das conferencias que se estavam effectuando, fervilhavam menos boatos que eram mais ou menos fantasiosos.	[490, 1547, 711, 1624]
africa-title: Paquete "Africa"	[1191, 112, 1367, 134]
cigarros-ad	[13, 1623, 244, 1732]
paragraph: — Quantas assignaturas calcula que venham a recolher?	[949, 616, 1174, 647]
paragraph: Entra a seguir em discussão o capitulo 3.º.	[26, 1097, 233, 1112]
table-cell: Allemanha, cheque	[1387, 768, 1474, 782]
paragraph: Falaram os srs. Peres Rodrigues e Bernardino Machado, que mais uma vez se manifesta pela conservação da legação no Vaticano.	[256, 952, 478, 1014]
table-cell: Tit. de 1:000$000	[1387, 903, 1468, 917]
paragraph: O projecto é approvado na generalidade e depois na especialidade, sem discussão.	[13, 920, 244, 950]
publications-sub: «Etudes d'exploitations coloniales perfectionnées»	[39, 1760, 217, 1791]
column-crise	[483, 47, 717, 2263]
ad-text: Concerto todas as noites pelo magnifico sextetto sob a direcção do distincto violinista FORSSINI	[959, 119, 1163, 163]
table-row	[1385, 754, 1611, 768]
ad-left: Hoje	[730, 117, 769, 138]
article-body	[13, 219, 244, 1611]
column-commercial	[1379, 47, 1616, 2263]
casino-lusitano-ad	[949, 51, 1174, 268]
ad-sub: Antiga casa	[1034, 1773, 1088, 1787]
paragraph: Pouco a pouco, com muita tenacidade, com muita dedicação aqui viemos installar a Federação, e á custa de muita abnegação e sacrificio conseguimos o que temos hoje.	[949, 1248, 1174, 1310]
ad-title: Dentaduras velhas	[736, 618, 923, 639]
table-row	[1385, 797, 1611, 811]
paragraph: Para isso estamos armados; para isso estamos preparados. Não tem outro fim, nem outras ambições.	[949, 1117, 1174, 1164]
ad-sub: Serviço permanente	[322, 1681, 412, 1694]
paragraph: O sr. Pires de Campos propõe que se elimine a verba n.º 37 do orçamento.	[13, 1114, 244, 1145]
casino-alges-ad	[723, 51, 937, 303]
ad-show: Có-có-ró-có	[497, 127, 703, 215]
situacao-text: Espera-se com grande empenho que Duarte Leite accorte a missão de constituir gabinete para que assim se normalise a situação politica. Pensa-se em organisar uma grande manifestação se porventura Duarte Leite conseguir obter os elementos para constituir o ministerio.	[1385, 331, 1611, 440]
table-cell: —	[1551, 917, 1563, 931]
paragraph: O requerimento do sr. João de Freitas foi rejeitado.	[256, 1303, 478, 1334]
paragraph: Esgottada a inscripção, vota-se o capitulo 3.º, sendo approvado, bem como as propostas dos srs. Affonso Ferreira, Macedo Pinto e Alexandre	[13, 1548, 244, 1610]
